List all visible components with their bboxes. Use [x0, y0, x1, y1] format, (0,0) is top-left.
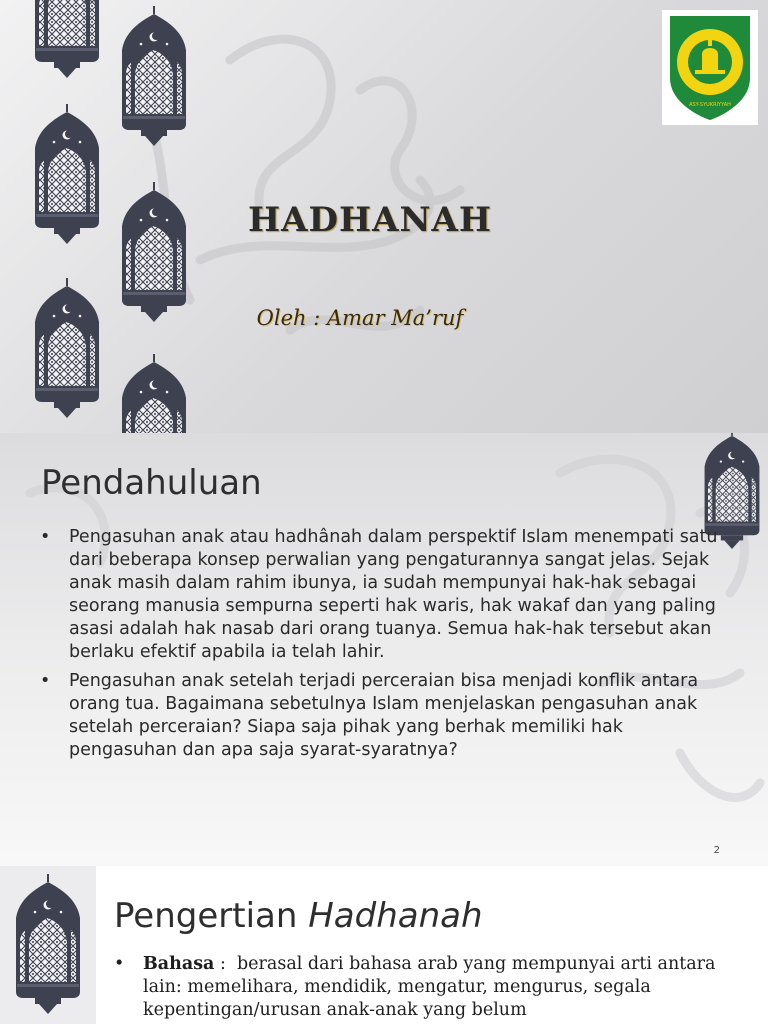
bullet-text: berasal dari bahasa arab yang mempunyai arti antara lain: memelihara, mendidik, mengatur, mengurus, segala kepentingan/urusan anak-anak yang belum	[143, 954, 716, 1020]
section-heading: Pendahuluan	[41, 463, 262, 503]
bullet-term: Bahasa	[143, 954, 215, 974]
hanging-lantern-icon	[32, 278, 102, 418]
institution-logo	[662, 10, 758, 125]
heading-text: Pengertian	[114, 896, 309, 936]
bullet-marker: •	[114, 954, 125, 974]
bullet-marker: •	[40, 527, 51, 547]
institution-logo-icon	[662, 10, 758, 125]
list-item	[114, 953, 734, 1022]
list-item	[40, 670, 730, 762]
presenter-name: Oleh : Amar Ma’ruf	[256, 306, 464, 330]
presentation-title: HADHANAH	[247, 200, 493, 240]
bullet-text: Pengasuhan anak setelah terjadi perceraian bisa menjadi konflik antara orang tua. Bagaimana sebetulnya Islam menjelaskan pengasuhan anak setelah perceraian? Siapa saja pihak yang berhak memiliki hak pengasuhan dan apa saja syarat-syaratnya?	[69, 671, 699, 760]
introduction-slide	[0, 433, 768, 866]
bullet-separator: :	[214, 954, 237, 974]
title-slide	[0, 0, 768, 433]
heading-italic-term: Hadhanah	[308, 896, 483, 936]
bullet-list	[40, 526, 730, 768]
svg-text:ASY-SYUKRIYYAH: ASY-SYUKRIYYAH	[689, 102, 731, 108]
hanging-lantern-icon	[119, 6, 189, 146]
hanging-lantern-icon	[119, 354, 189, 433]
definition-slide	[0, 866, 768, 1024]
hanging-lantern-icon	[13, 874, 83, 1014]
section-heading	[114, 896, 483, 936]
hanging-lantern-icon	[32, 0, 102, 78]
bullet-text: Pengasuhan anak atau hadhânah dalam perspektif Islam menempati satu dari beberapa konsep perwalian yang pengaturannya sangat jelas. Sejak anak masih dalam rahim ibunya, ia sudah mempunyai hak-hak sebagai seorang manusia sempurna seperti hak waris, hak wakaf dan yang paling asasi adalah hak nasab dari orang tuanya. Semua hak-hak tersebut akan berlaku efektif apabila ia telah lahir.	[69, 527, 718, 662]
bullet-marker: •	[40, 671, 51, 691]
page-number: 2	[713, 845, 720, 856]
list-item	[40, 526, 730, 664]
bullet-list	[114, 953, 734, 1022]
